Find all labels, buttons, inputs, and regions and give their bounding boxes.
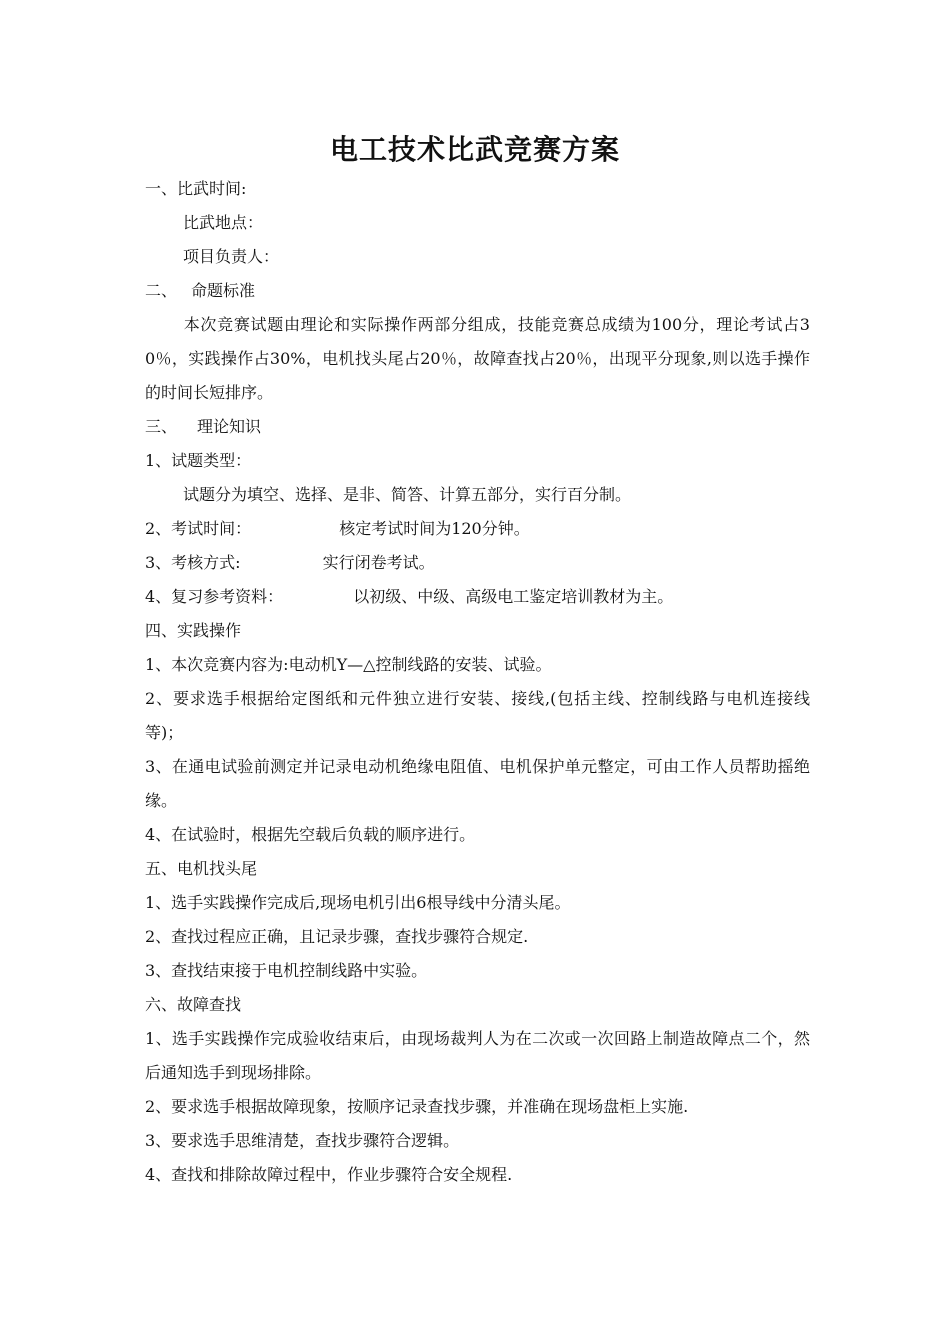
theory-item-3 [145,546,810,580]
fault-item-3: 3、要求选手思维清楚，查找步骤符合逻辑。 [145,1131,460,1150]
document-title: 电工技术比武竞赛方案 [329,133,620,166]
theory-item-2-head: 2、考试时间： [145,519,252,538]
fault-item-2: 2、要求选手根据故障现象，按顺序记录查找步骤，并准确在现场盘柜上实施. [145,1097,689,1116]
fault-item-1: 1、选手实践操作完成验收结束后，由现场裁判人为在二次或一次回路上制造故障点二个，然后通知选手到现场排除。 [145,1029,810,1082]
motor-item-3: 3、查找结束接于电机控制线路中实验。 [145,961,428,980]
competition-place: 比武地点： [183,213,264,232]
motor-item-1: 1、选手实践操作完成后,现场电机引出6根导线中分清头尾。 [145,893,571,912]
section-6-heading: 六、故障查找 [145,995,242,1014]
theory-item-3-head: 3、考核方式: [145,553,241,572]
scoring-paragraph [145,308,810,410]
section-2-heading [145,274,810,308]
section-3-heading [145,410,810,444]
theory-item-4 [145,580,810,614]
section-5-heading: 五、电机找头尾 [145,859,258,878]
theory-item-4-body: 以初级、中级、高级电工鉴定培训教材为主。 [353,587,674,606]
section-2-number: 二、 [145,281,178,300]
theory-item-1-body: 试题分为填空、选择、是非、简答、计算五部分，实行百分制。 [183,485,632,504]
theory-item-1-head: 1、试题类型： [145,451,252,470]
project-owner: 项目负责人： [183,247,280,266]
practice-item-4: 4、在试验时，根据先空载后负载的顺序进行。 [145,825,476,844]
section-3-number: 三、 [145,417,178,436]
theory-item-2 [145,512,810,546]
scoring-text: 本次竞赛试题由理论和实际操作两部分组成，技能竞赛总成绩为100分，理论考试占30％，实践操作占30%，电机找头尾占20％，故障查找占20％，出现平分现象,则以选手操作的时间长短排序。 [145,315,810,402]
fault-item-4: 4、查找和排除故障过程中，作业步骤符合安全规程. [145,1165,513,1184]
practice-item-3: 3、在通电试验前测定并记录电动机绝缘电阻值、电机保护单元整定，可由工作人员帮助摇绝缘。 [145,757,810,810]
section-1-heading: 一、比武时间: [145,179,247,198]
practice-item-2: 2、要求选手根据给定图纸和元件独立进行安装、接线,(包括主线、控制线路与电机连接线等)； [145,689,810,742]
section-2-label: 命题标准 [191,281,256,300]
theory-item-3-body: 实行闭卷考试。 [322,553,435,572]
theory-item-2-body: 核定考试时间为120分钟。 [339,519,530,538]
motor-item-2: 2、查找过程应正确，且记录步骤，查找步骤符合规定. [145,927,529,946]
practice-item-1: 1、本次竞赛内容为:电动机Y—△控制线路的安装、试验。 [145,655,552,674]
theory-item-4-head: 4、复习参考资料： [145,587,284,606]
document-body [145,172,810,1192]
section-4-heading: 四、实践操作 [145,621,242,640]
section-3-label: 理论知识 [197,417,262,436]
